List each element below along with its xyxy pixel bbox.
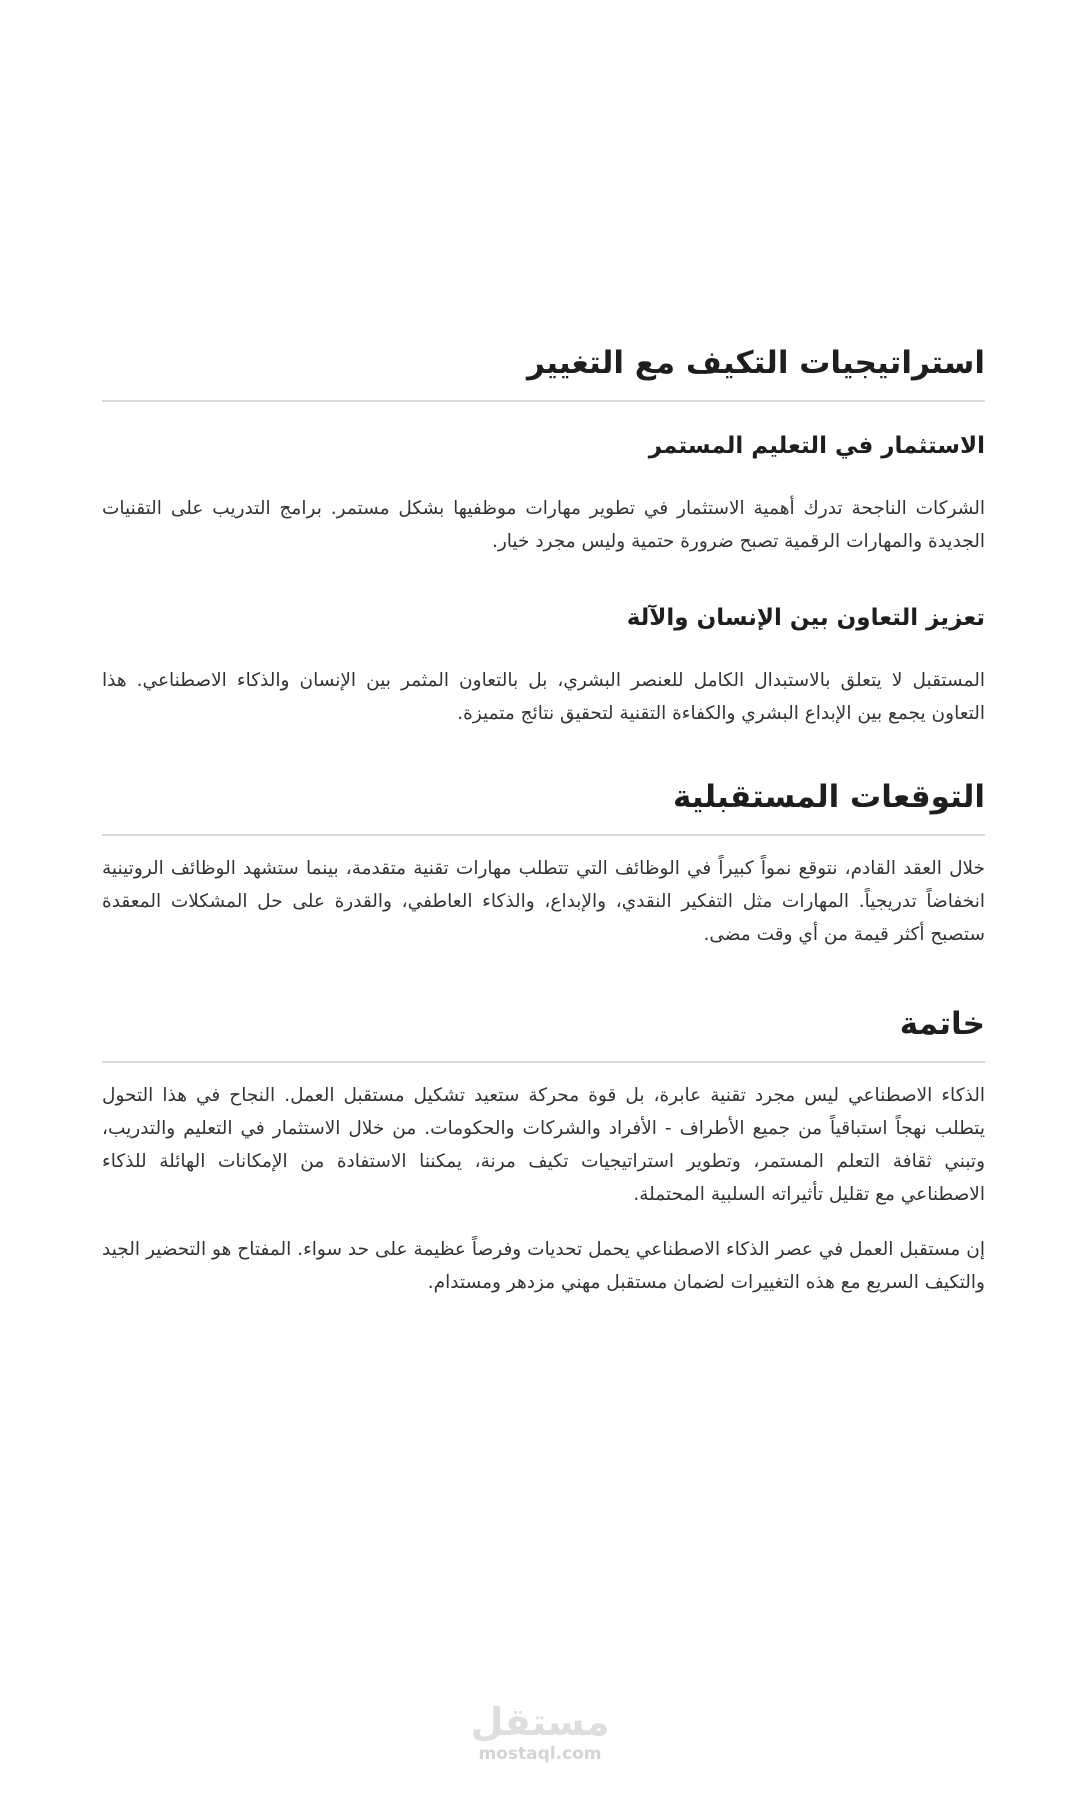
- paragraph-expectations: خلال العقد القادم، نتوقع نمواً كبيراً في الوظائف التي تتطلب مهارات تقنية متقدمة، بينما ستشهد الوظائف الروتينية انخفاضاً تدريجياً. المهارات مثل التفكير النقدي، والإبداع، والذكاء العاطفي، والقدرة على حل المشكلات المعقدة ستصبح أكثر قيمة من أي وقت مضى.: [102, 858, 985, 945]
- section-title-expectations: التوقعات المستقبلية: [102, 774, 985, 836]
- paragraph-conclusion-2: إن مستقبل العمل في عصر الذكاء الاصطناعي يحمل تحديات وفرصاً عظيمة على حد سواء. المفتاح هو التحضير الجيد والتكيف السريع مع هذه التغييرات لضمان مستقبل مهني مزدهر ومستدام.: [102, 1239, 985, 1293]
- paragraph-human-machine: المستقبل لا يتعلق بالاستبدال الكامل للعنصر البشري، بل بالتعاون المثمر بين الإنسان والذكاء الاصطناعي. هذا التعاون يجمع بين الإبداع البشري والكفاءة التقنية لتحقيق نتائج متميزة.: [102, 670, 985, 724]
- mostaql-watermark-logo: [0, 1700, 1080, 1764]
- paragraph-conclusion-1: الذكاء الاصطناعي ليس مجرد تقنية عابرة، بل قوة محركة ستعيد تشكيل مستقبل العمل. النجاح في هذا التحول يتطلب نهجاً استباقياً من جميع الأطراف - الأفراد والشركات والحكومات. من خلال الاستثمار في التعليم والتدريب، وتبني ثقافة التعلم المستمر، وتطوير استراتيجيات تكيف مرنة، يمكننا الاستفادة من الإمكانات الهائلة للذكاء الاصطناعي مع تقليل تأثيراته السلبية المحتملة.: [102, 1085, 985, 1205]
- subsection-title-continuous-learning: الاستثمار في التعليم المستمر: [648, 433, 985, 459]
- watermark-arabic: مستقل: [470, 1700, 610, 1744]
- article: [102, 340, 985, 1299]
- watermark-latin: mostaql.com: [478, 1744, 602, 1764]
- paragraph-continuous-learning: الشركات الناجحة تدرك أهمية الاستثمار في تطوير مهارات موظفيها بشكل مستمر. برامج التدريب على التقنيات الجديدة والمهارات الرقمية تصبح ضرورة حتمية وليس مجرد خيار.: [102, 498, 985, 552]
- subsection-title-human-machine: تعزيز التعاون بين الإنسان والآلة: [626, 605, 985, 631]
- section-title-adaptation: استراتيجيات التكيف مع التغيير: [102, 340, 985, 402]
- section-title-conclusion: خاتمة: [102, 1001, 985, 1063]
